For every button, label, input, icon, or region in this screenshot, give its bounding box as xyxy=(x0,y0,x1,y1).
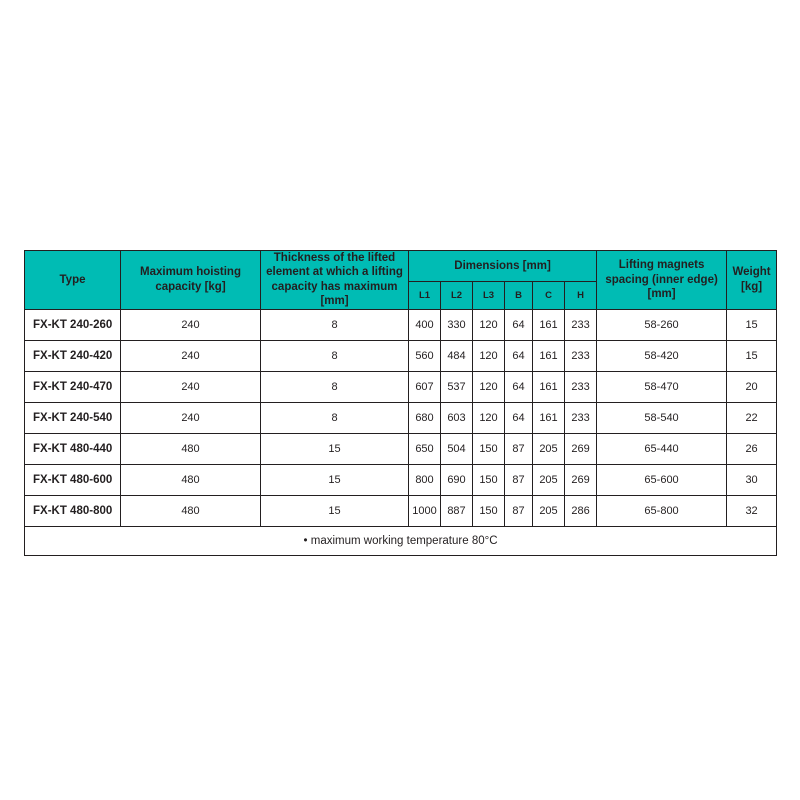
cell-type: FX-KT 480-440 xyxy=(25,433,121,464)
cell-l1: 680 xyxy=(409,402,441,433)
cell-b: 64 xyxy=(505,309,533,340)
column-header-thickness: Thickness of the lifted element at which a lifting capacity has maximum [mm] xyxy=(261,251,409,310)
column-header-l2: L2 xyxy=(441,282,473,309)
cell-capacity: 240 xyxy=(121,402,261,433)
cell-capacity: 240 xyxy=(121,309,261,340)
cell-c: 161 xyxy=(533,402,565,433)
cell-h: 233 xyxy=(565,402,597,433)
cell-l1: 400 xyxy=(409,309,441,340)
cell-l1: 650 xyxy=(409,433,441,464)
cell-spacing: 65-600 xyxy=(597,464,727,495)
table-row xyxy=(25,340,777,371)
column-header-magnet-spacing: Lifting magnets spacing (inner edge) [mm] xyxy=(597,251,727,310)
cell-l3: 150 xyxy=(473,464,505,495)
column-header-dimensions-group: Dimensions [mm] xyxy=(409,251,597,282)
cell-l1: 607 xyxy=(409,371,441,402)
table-row xyxy=(25,309,777,340)
header-row-primary xyxy=(25,251,777,282)
column-header-type: Type xyxy=(25,251,121,310)
cell-h: 269 xyxy=(565,464,597,495)
cell-b: 87 xyxy=(505,433,533,464)
cell-thickness: 15 xyxy=(261,495,409,526)
cell-spacing: 58-260 xyxy=(597,309,727,340)
cell-h: 233 xyxy=(565,309,597,340)
table-header xyxy=(25,251,777,310)
cell-thickness: 8 xyxy=(261,402,409,433)
cell-weight: 15 xyxy=(727,309,777,340)
cell-capacity: 480 xyxy=(121,495,261,526)
spec-table-container xyxy=(24,250,776,556)
cell-weight: 22 xyxy=(727,402,777,433)
cell-l3: 150 xyxy=(473,495,505,526)
cell-thickness: 8 xyxy=(261,309,409,340)
cell-weight: 30 xyxy=(727,464,777,495)
cell-b: 64 xyxy=(505,371,533,402)
table-row xyxy=(25,433,777,464)
cell-h: 286 xyxy=(565,495,597,526)
table-row xyxy=(25,402,777,433)
cell-type: FX-KT 480-800 xyxy=(25,495,121,526)
cell-type: FX-KT 240-260 xyxy=(25,309,121,340)
column-header-b: B xyxy=(505,282,533,309)
cell-c: 205 xyxy=(533,495,565,526)
column-header-capacity: Maximum hoisting capacity [kg] xyxy=(121,251,261,310)
cell-thickness: 8 xyxy=(261,340,409,371)
cell-type: FX-KT 240-470 xyxy=(25,371,121,402)
cell-l1: 560 xyxy=(409,340,441,371)
cell-l2: 484 xyxy=(441,340,473,371)
cell-capacity: 480 xyxy=(121,433,261,464)
cell-spacing: 65-440 xyxy=(597,433,727,464)
table-row xyxy=(25,495,777,526)
column-header-h: H xyxy=(565,282,597,309)
cell-l3: 150 xyxy=(473,433,505,464)
table-footer xyxy=(25,526,777,555)
cell-thickness: 15 xyxy=(261,433,409,464)
cell-capacity: 240 xyxy=(121,371,261,402)
cell-thickness: 15 xyxy=(261,464,409,495)
column-header-weight: Weight [kg] xyxy=(727,251,777,310)
cell-b: 64 xyxy=(505,340,533,371)
specification-table xyxy=(24,250,777,556)
cell-capacity: 240 xyxy=(121,340,261,371)
cell-spacing: 58-470 xyxy=(597,371,727,402)
cell-h: 233 xyxy=(565,371,597,402)
cell-l2: 603 xyxy=(441,402,473,433)
cell-l2: 690 xyxy=(441,464,473,495)
cell-type: FX-KT 240-420 xyxy=(25,340,121,371)
cell-l3: 120 xyxy=(473,340,505,371)
cell-c: 161 xyxy=(533,309,565,340)
cell-l3: 120 xyxy=(473,371,505,402)
cell-weight: 32 xyxy=(727,495,777,526)
cell-spacing: 58-420 xyxy=(597,340,727,371)
cell-b: 64 xyxy=(505,402,533,433)
table-body xyxy=(25,309,777,526)
cell-l1: 1000 xyxy=(409,495,441,526)
cell-b: 87 xyxy=(505,464,533,495)
cell-h: 269 xyxy=(565,433,597,464)
cell-l3: 120 xyxy=(473,309,505,340)
cell-spacing: 58-540 xyxy=(597,402,727,433)
cell-type: FX-KT 240-540 xyxy=(25,402,121,433)
footnote-text: • maximum working temperature 80°C xyxy=(25,526,777,555)
cell-l3: 120 xyxy=(473,402,505,433)
cell-l2: 537 xyxy=(441,371,473,402)
cell-b: 87 xyxy=(505,495,533,526)
cell-spacing: 65-800 xyxy=(597,495,727,526)
cell-c: 161 xyxy=(533,340,565,371)
cell-thickness: 8 xyxy=(261,371,409,402)
cell-c: 205 xyxy=(533,464,565,495)
cell-weight: 26 xyxy=(727,433,777,464)
cell-weight: 15 xyxy=(727,340,777,371)
cell-l1: 800 xyxy=(409,464,441,495)
cell-capacity: 480 xyxy=(121,464,261,495)
table-row xyxy=(25,464,777,495)
column-header-l1: L1 xyxy=(409,282,441,309)
cell-c: 205 xyxy=(533,433,565,464)
column-header-c: C xyxy=(533,282,565,309)
cell-l2: 330 xyxy=(441,309,473,340)
cell-l2: 887 xyxy=(441,495,473,526)
cell-l2: 504 xyxy=(441,433,473,464)
footnote-row xyxy=(25,526,777,555)
table-row xyxy=(25,371,777,402)
cell-h: 233 xyxy=(565,340,597,371)
column-header-l3: L3 xyxy=(473,282,505,309)
cell-type: FX-KT 480-600 xyxy=(25,464,121,495)
cell-c: 161 xyxy=(533,371,565,402)
cell-weight: 20 xyxy=(727,371,777,402)
